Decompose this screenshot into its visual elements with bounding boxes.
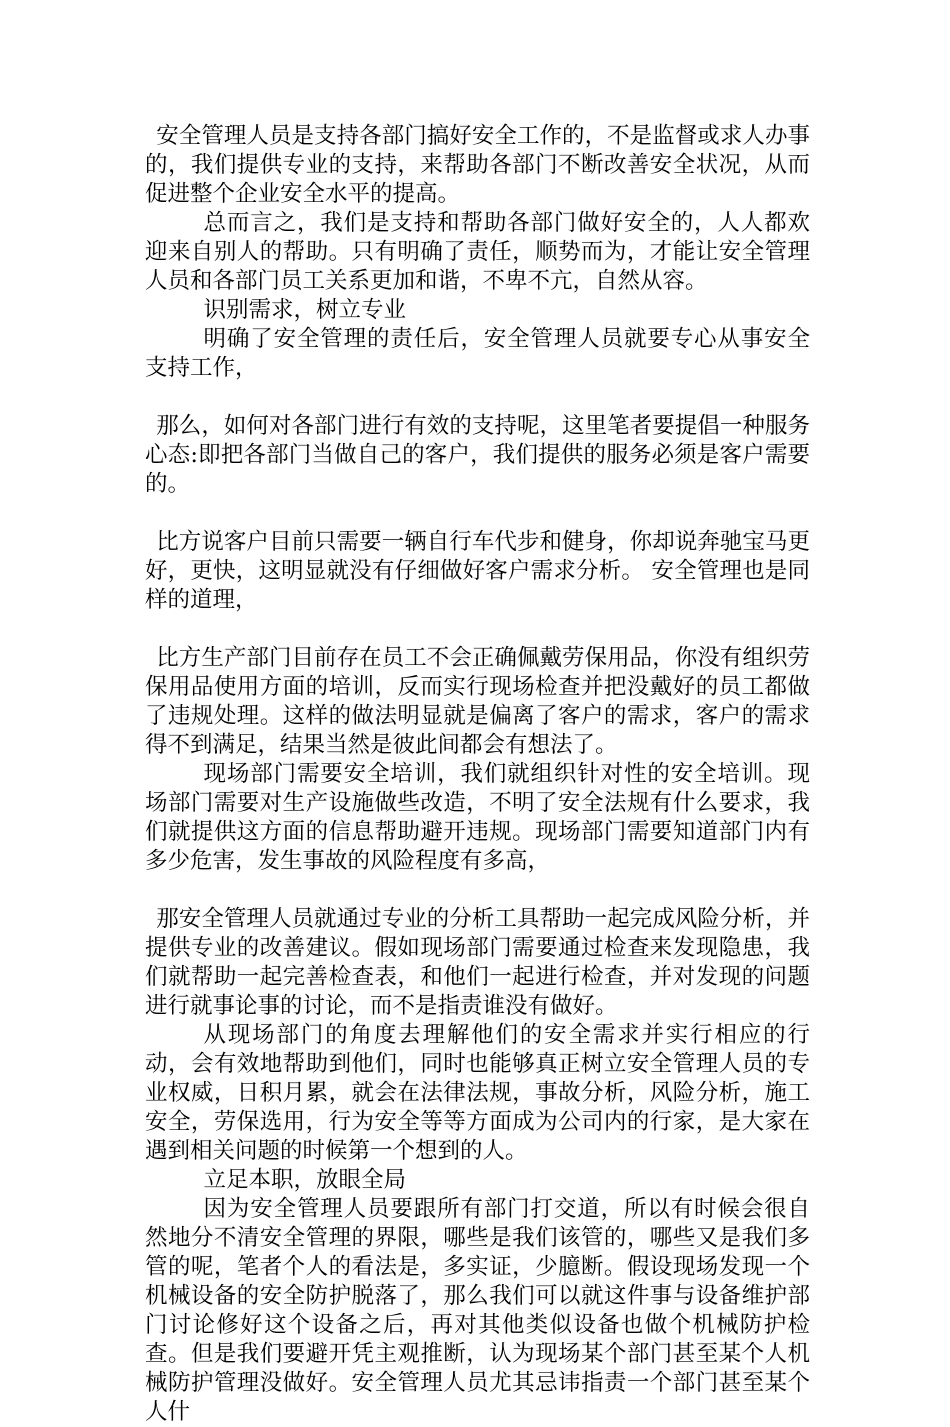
blank-line — [145, 499, 810, 528]
paragraph-professional-authority: 从现场部门的角度去理解他们的安全需求并实行相应的行动，会有效地帮助到他们，同时也能够真正树立安全管理人员的专业权威，日积月累，就会在法律法规，事故分析，风险分析，施工安全，劳保选用，行为安全等等方面成为公司内的行家，是大家在遇到相关问题的时候第一个想到的人。 — [145, 1022, 810, 1164]
section-heading-big-picture: 立足本职，放眼全局 — [203, 1167, 407, 1193]
section-heading-identify-needs: 识别需求，树立专业 — [203, 297, 407, 323]
paragraph-site-needs: 现场部门需要安全培训，我们就组织针对性的安全培训。现场部门需要对生产设施做些改造，不明了安全法规有什么要求，我们就提供这方面的信息帮助避开违规。现场部门需要知道部门内有多少危害，发生事故的风险程度有多高， — [145, 761, 810, 874]
paragraph-bicycle-example: 比方说客户目前只需要一辆自行车代步和健身，你却说奔驰宝马更好，更快，这明显就没有仔细做好客户需求分析。 安全管理也是同样的道理， — [145, 529, 810, 613]
paragraph-risk-analysis: 那安全管理人员就通过专业的分析工具帮助一起完成风险分析，并提供专业的改善建议。假如现场部门需要通过检查来发现隐患，我们就帮助一起完善检查表，和他们一起进行检查，并对发现的问题进行就事论事的讨论，而不是指责谁没有做好。 — [145, 906, 810, 1019]
blank-line — [145, 876, 810, 905]
paragraph-support-role: 安全管理人员是支持各部门搞好安全工作的，不是监督或求人办事的，我们提供专业的支持，来帮助各部门不断改善安全状况，从而促进整个企业安全水平的提高。 — [145, 123, 810, 207]
paragraph-summary: 总而言之，我们是支持和帮助各部门做好安全的，人人都欢迎来自别人的帮助。只有明确了责任，顺势而为，才能让安全管理人员和各部门员工关系更加和谐，不卑不亢，自然从容。 — [145, 210, 810, 294]
paragraph-ppe-example: 比方生产部门目前存在员工不会正确佩戴劳保用品，你没有组织劳保用品使用方面的培训，反而实行现场检查并把没戴好的员工都做了违规处理。这样的做法明显就是偏离了客户的需求，客户的需求得不到满足，结果当然是彼此间都会有想法了。 — [145, 645, 810, 758]
blank-line — [145, 383, 810, 412]
paragraph-boundaries: 因为安全管理人员要跟所有部门打交道，所以有时候会很自然地分不清安全管理的界限，哪些是我们该管的，哪些又是我们多管的呢，笔者个人的看法是，多实证，少臆断。假设现场发现一个机械设备的安全防护脱落了，那么我们可以就这件事与设备维护部门讨论修好这个设备之后，再对其他类似设备也做个机械防护检查。但是我们要避开凭主观推断，认为现场某个部门甚至某个人机械防护管理没做好。安全管理人员尤其忌讳指责一个部门甚至某个人什 — [145, 1196, 810, 1425]
paragraph-responsibility: 明确了安全管理的责任后，安全管理人员就要专心从事安全支持工作， — [145, 326, 810, 381]
document-body — [145, 122, 810, 1427]
blank-line — [145, 615, 810, 644]
paragraph-service-mindset: 那么，如何对各部门进行有效的支持呢，这里笔者要提倡一种服务心态:即把各部门当做自己的客户，我们提供的服务必须是客户需要的。 — [145, 413, 810, 497]
